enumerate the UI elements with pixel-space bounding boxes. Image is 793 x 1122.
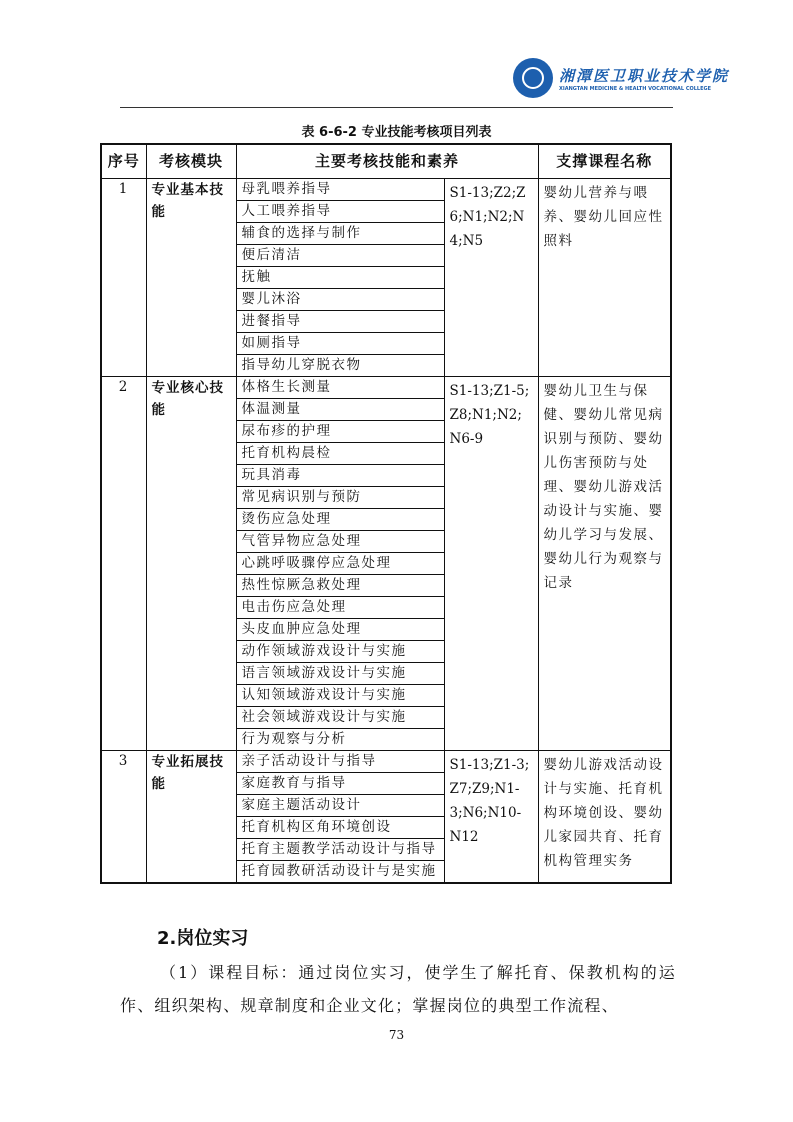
row-number: 1: [101, 179, 146, 377]
row-number: 2: [101, 377, 146, 751]
skill-item: 尿布疹的护理: [236, 421, 444, 443]
skill-item: 体格生长测量: [236, 377, 444, 399]
skill-item: 母乳喂养指导: [236, 179, 444, 201]
skill-item: 烫伤应急处理: [236, 509, 444, 531]
table-caption: 表 6-6-2 专业技能考核项目列表: [301, 125, 492, 140]
college-logo: [513, 58, 729, 98]
section-title: 2.岗位实习: [157, 928, 249, 949]
skill-item: 人工喂养指导: [236, 201, 444, 223]
skills-assessment-table: [100, 143, 672, 884]
skill-item: 亲子活动设计与指导: [236, 751, 444, 773]
skill-item: 动作领域游戏设计与实施: [236, 641, 444, 663]
table-row: [101, 377, 671, 399]
skill-item: 气管异物应急处理: [236, 531, 444, 553]
skill-item: 头皮血肿应急处理: [236, 619, 444, 641]
module-name: 专业基本技能: [146, 179, 236, 377]
skill-item: 辅食的选择与制作: [236, 223, 444, 245]
college-seal-icon: [513, 58, 553, 98]
skill-item: 认知领域游戏设计与实施: [236, 685, 444, 707]
skill-item: 玩具消毒: [236, 465, 444, 487]
skill-item: 便后清洁: [236, 245, 444, 267]
skill-item: 行为观察与分析: [236, 729, 444, 751]
logo-name-cn: 湘潭医卫职业技术学院: [559, 66, 730, 85]
skill-item: 社会领域游戏设计与实施: [236, 707, 444, 729]
header-no: 序号: [101, 144, 146, 179]
table-row: [101, 751, 671, 773]
module-name: 专业核心技能: [146, 377, 236, 751]
skill-item: 家庭主题活动设计: [236, 795, 444, 817]
skill-item: 电击伤应急处理: [236, 597, 444, 619]
skill-item: 进餐指导: [236, 311, 444, 333]
header-divider: [120, 107, 673, 108]
row-number: 3: [101, 751, 146, 884]
skill-item: 托育园教研活动设计与是实施: [236, 861, 444, 884]
table-header-row: [101, 144, 671, 179]
supporting-courses: 婴幼儿卫生与保健、婴幼儿常见病识别与预防、婴幼儿伤害预防与处理、婴幼儿游戏活动设计与实施、婴幼儿学习与发展、婴幼儿行为观察与记录: [538, 377, 671, 751]
skill-item: 婴儿沐浴: [236, 289, 444, 311]
skill-item: 常见病识别与预防: [236, 487, 444, 509]
table-row: [101, 179, 671, 201]
header-module: 考核模块: [146, 144, 236, 179]
skill-item: 体温测量: [236, 399, 444, 421]
body-paragraph: （1）课程目标：通过岗位实习，使学生了解托育、保教机构的运作、组织架构、规章制度和企业文化；掌握岗位的典型工作流程、: [120, 963, 676, 1015]
page-number: 73: [388, 1028, 405, 1042]
header-skills: 主要考核技能和素养: [236, 144, 538, 179]
competency-codes: S1-13;Z1-5;Z8;N1;N2;N6-9: [444, 377, 538, 751]
skill-item: 托育机构区角环境创设: [236, 817, 444, 839]
skill-item: 如厕指导: [236, 333, 444, 355]
skill-item: 托育机构晨检: [236, 443, 444, 465]
skill-item: 指导幼儿穿脱衣物: [236, 355, 444, 377]
skill-item: 语言领域游戏设计与实施: [236, 663, 444, 685]
competency-codes: S1-13;Z1-3;Z7;Z9;N1-3;N6;N10-N12: [444, 751, 538, 884]
module-name: 专业拓展技能: [146, 751, 236, 884]
competency-codes: S1-13;Z2;Z6;N1;N2;N4;N5: [444, 179, 538, 377]
skill-item: 心跳呼吸骤停应急处理: [236, 553, 444, 575]
logo-name-en: XIANGTAN MEDICINE & HEALTH VOCATIONAL COLLEGE: [559, 85, 712, 92]
skill-item: 热性惊厥急救处理: [236, 575, 444, 597]
supporting-courses: 婴幼儿营养与喂养、婴幼儿回应性照料: [538, 179, 671, 377]
skill-item: 抚触: [236, 267, 444, 289]
supporting-courses: 婴幼儿游戏活动设计与实施、托育机构环境创设、婴幼儿家园共育、托育机构管理实务: [538, 751, 671, 884]
skill-item: 托育主题教学活动设计与指导: [236, 839, 444, 861]
header-courses: 支撑课程名称: [538, 144, 671, 179]
skill-item: 家庭教育与指导: [236, 773, 444, 795]
